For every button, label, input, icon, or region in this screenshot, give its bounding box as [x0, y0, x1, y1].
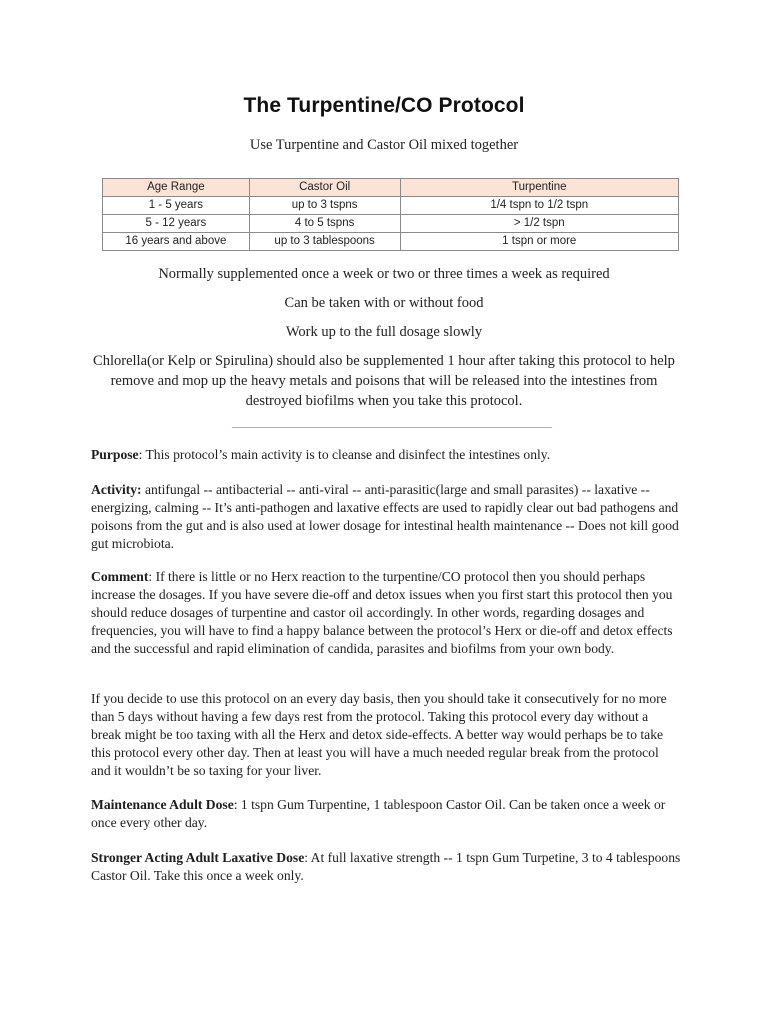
header-age-range: Age Range — [103, 179, 250, 197]
table-row — [103, 197, 679, 215]
comment-text: : If there is little or no Herx reaction to the turpentine/CO protocol then you should perhaps increase the dosages. If you have severe die-off and detox issues when you first start this protocol then you should reduce dosages of turpentine and castor oil accordingly. In other words, regarding dosages and frequencies, you will have to find a happy balance between the protocol’s Herx or die-off and detox effects and the successful and rapid elimination of candida, parasites and biofilms from your own body. — [91, 569, 673, 656]
comment-label: Comment — [91, 569, 149, 584]
maintenance-label: Maintenance Adult Dose — [91, 797, 234, 812]
purpose-text: : This protocol’s main activity is to cleanse and disinfect the intestines only. — [138, 447, 551, 462]
note-chlorella: Chlorella(or Kelp or Spirulina) should also be supplemented 1 hour after taking this protocol to help remove and mop up the heavy metals and poisons that will be released into the intestines from destroyed biofilms when you take this protocol. — [93, 353, 675, 409]
table-cell: 1/4 tspn to 1/2 tspn — [400, 197, 678, 215]
table-cell: 1 - 5 years — [103, 197, 250, 215]
table-row — [103, 233, 679, 251]
maintenance-paragraph — [91, 796, 681, 832]
everyday-paragraph — [91, 690, 681, 780]
table-cell: 5 - 12 years — [103, 215, 250, 233]
everyday-text: If you decide to use this protocol on an every day basis, then you should take it consecutively for no more than 5 days without having a few days rest from the protocol. Taking this protocol every day without a break might be too taxing with all the Herx and detox side-effects. A better way would perhaps be to take this protocol every other day. Then at least you will have a much needed regular break from the protocol and it wouldn’t be so taxing for your liver. — [91, 691, 667, 778]
stronger-text: : At full laxative strength -- 1 tspn Gum Turpetine, 3 to 4 tablespoons Castor Oil. Take this once a week only. — [91, 850, 681, 883]
activity-paragraph — [91, 481, 681, 553]
purpose-label: Purpose — [91, 447, 139, 462]
activity-label: Activity: — [91, 482, 142, 497]
page-subtitle: Use Turpentine and Castor Oil mixed together — [249, 137, 519, 153]
dosage-table — [102, 178, 679, 251]
header-castor-oil: Castor Oil — [249, 179, 400, 197]
table-cell: up to 3 tablespoons — [249, 233, 400, 251]
header-turpentine: Turpentine — [400, 179, 678, 197]
page-title: The Turpentine/CO Protocol — [243, 94, 525, 117]
stronger-paragraph — [91, 849, 681, 885]
section-divider — [232, 427, 552, 428]
maintenance-text: : 1 tspn Gum Turpentine, 1 tablespoon Castor Oil. Can be taken once a week or once every other day. — [91, 797, 666, 830]
table-row — [103, 215, 679, 233]
note-food: Can be taken with or without food — [284, 295, 484, 311]
note-dosage: Work up to the full dosage slowly — [285, 324, 483, 340]
stronger-label: Stronger Acting Adult Laxative Dose — [91, 850, 305, 865]
comment-paragraph — [91, 568, 681, 658]
table-cell: 16 years and above — [103, 233, 250, 251]
purpose-paragraph — [91, 446, 681, 464]
table-header-row — [103, 179, 679, 197]
activity-text: antifungal -- antibacterial -- anti-viral -- anti-parasitic(large and small parasites) -- laxative -- energizing, calming -- It’s anti-pathogen and laxative effects are used to rapidly clear out bad pathogens and poisons from the gut and is also used at lower dosage for intestinal health maintenance -- Does not kill good gut microbiota. — [91, 482, 679, 551]
table-cell: up to 3 tspns — [249, 197, 400, 215]
table-cell: 4 to 5 tspns — [249, 215, 400, 233]
note-frequency: Normally supplemented once a week or two or three times a week as required — [158, 266, 610, 282]
table-cell: 1 tspn or more — [400, 233, 678, 251]
table-cell: > 1/2 tspn — [400, 215, 678, 233]
